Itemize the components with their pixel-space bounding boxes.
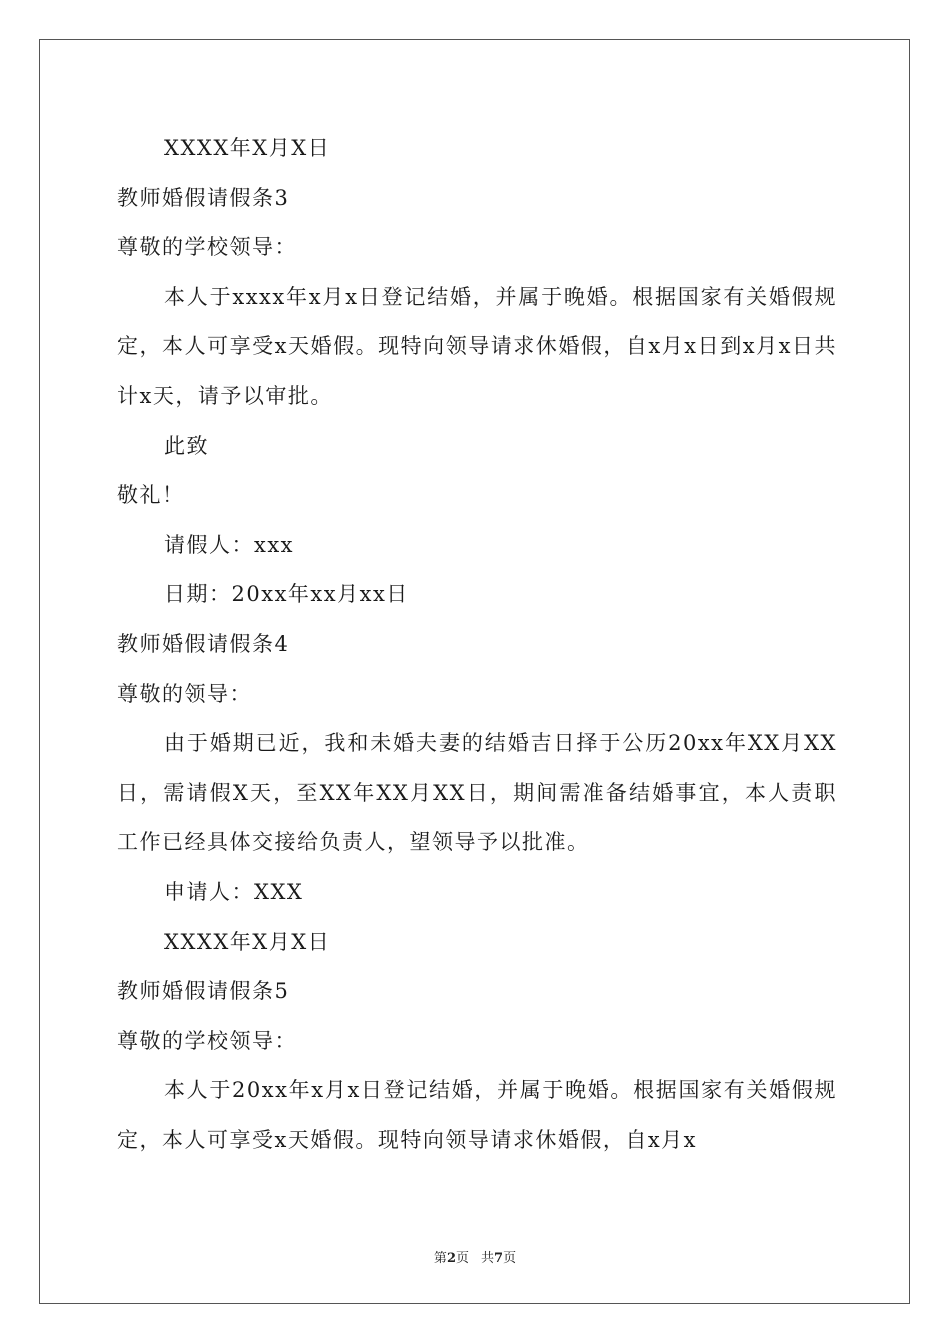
body-paragraph: 本人于xxxx年x月x日登记结婚，并属于晚婚。根据国家有关婚假规定，本人可享受x天婚假。现特向领导请求休婚假，自x月x日到x月x日共计x天，请予以审批。 [117,284,837,408]
section-title: 教师婚假请假条4 [117,631,290,656]
applicant-line: 申请人：XXX [164,879,304,904]
page-footer [0,1247,950,1266]
applicant-line: 请假人：xxx [164,532,295,557]
page-prefix: 第 [433,1251,447,1266]
section-title: 教师婚假请假条3 [117,185,290,210]
page-number: 2 [446,1251,456,1266]
total-pages: 7 [494,1251,504,1266]
body-paragraph: 由于婚期已近，我和未婚夫妻的结婚吉日择于公历20xx年XX月XX日，需请假X天，至XX年XX月XX日，期间需准备结婚事宜，本人责职工作已经具体交接给负责人，望领导予以批准。 [117,731,837,855]
body-paragraph: 本人于20xx年x月x日登记结婚，并属于晚婚。根据国家有关婚假规定，本人可享受x天婚假。现特向领导请求休婚假，自x月x [117,1078,837,1152]
salutation: 尊敬的学校领导： [117,1028,297,1053]
total-prefix: 共 [481,1251,495,1266]
total-suffix: 页 [503,1251,517,1266]
salutation: 尊敬的领导： [117,681,252,706]
closing-line: 敬礼！ [117,483,185,508]
closing-line: 此致 [164,433,209,458]
section-title: 教师婚假请假条5 [117,979,290,1004]
salutation: 尊敬的学校领导： [117,235,297,260]
date-line: XXXX年X月X日 [164,136,331,160]
document-body [117,124,837,1165]
page-suffix: 页 [455,1251,469,1266]
date-line: 日期：20xx年xx月xx日 [164,582,409,607]
date-line: XXXX年X月X日 [164,929,331,954]
